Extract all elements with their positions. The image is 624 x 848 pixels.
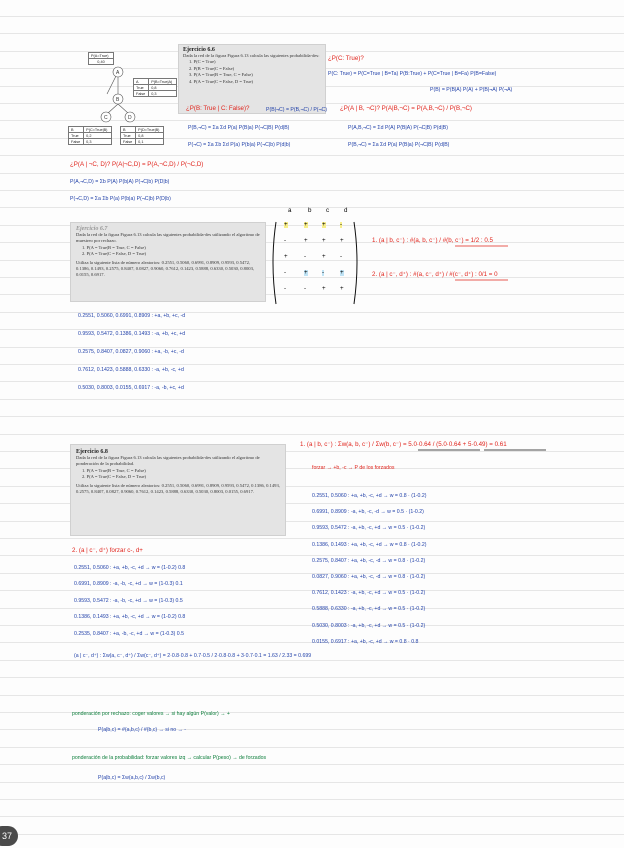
note-formula: P(a|b,c) = #(a,b,c) / #(b,c) → si no → -: [98, 727, 186, 733]
exercise-numbers: Utiliza la siguiente lista de número aleatorios: 0.2551, 0.5060, 0.6991, 0.8909, 0.9593, 0.5472, 0.1386, 0.1493, 0.2575, 0.8407, 0.0827, 0.9060, 0.7612, 0.1423, 0.5888, 0.6330, 0.5030, 0.8003, 0.0155, 0.6917.: [76, 259, 255, 278]
cpt-header: P(D=True|B): [136, 127, 164, 133]
cpt-cell: False: [134, 91, 149, 97]
sample-line: 0.2575, 0.8407, 0.0827, 0.9060 : +a, -b, +c, -d: [78, 349, 184, 355]
cpt-header: A: [134, 79, 149, 85]
cpt-header: P(A=True): [89, 53, 114, 59]
matrix-cell: -: [284, 285, 287, 292]
sample-line: 0.7612, 0.1423, 0.5888, 0.6330 : -a, +b, -c, +d: [78, 367, 184, 373]
exercise-intro: Dada la red de la figura Figura 6.13 calcula las siguientes probabilida-des utilizando el algoritmo de ponderación de la probabilidad.: [76, 455, 260, 467]
weighted-sample-line: 0.9593, 0.5472 : -a, +b, -c, +d → w = 0.5 · (1-0.2): [312, 525, 426, 532]
cpt-table-d: [120, 126, 164, 145]
cpt-header: P(C=True|B): [84, 127, 112, 133]
weighted-sample-line: 0.0155, 0.6917 : +a, +b, -c, +d → w = 0.8 · 0.8: [312, 638, 419, 645]
cpt-table-c: [68, 126, 112, 145]
note-line: P(B) = P(B|A) P(A) + P(B|¬A) P(¬A): [430, 87, 513, 93]
matrix-cell: -: [284, 269, 287, 276]
exercise-numbers: Utiliza la siguiente lista de número aleatorios: 0.2551, 0.5060, 0.6991, 0.8909, 0.9593, 0.5472, 0.1386, 0.1493, 0.2575, 0.8407, 0.0827, 0.9060, 0.7612, 0.1423, 0.5888, 0.6330, 0.5030, 0.8003, 0.0155, 0.6917.: [76, 482, 280, 495]
matrix-header: a: [288, 207, 292, 214]
matrix-cell: +: [284, 221, 288, 228]
page-number: 37: [1, 831, 12, 841]
matrix-cell: -: [340, 253, 343, 260]
matrix-cell: -: [304, 285, 307, 292]
note-line: P(A,B,¬C) = Σd P(A) P(B|A) P(¬C|B) P(d|B): [348, 125, 448, 131]
weighted-sample-line: 0.6991, 0.8909 : -a, -b, -c, +d → w = (1-0.3) 0.1: [74, 581, 183, 588]
exercise-item: 1. P(A = True|B = True, C = False): [82, 244, 146, 250]
weighted-sample-line: 0.2551, 0.5060 : +a, +b, -c, +d → w = 0.8 · (1-0.2): [312, 493, 427, 499]
note-ponderacion-rechazo: ponderación por rechazo: coger valores → si hay algún P(valor) → +: [72, 711, 230, 717]
matrix-cell: +: [340, 269, 344, 276]
note-line: P(B,¬C) = Σa Σd P(a) P(B|a) P(¬C|B) P(d|B): [188, 125, 290, 131]
note-result: 1. (a | b, c⁻) : #(a, b, c⁻) / #(b, c⁻) = 1/2 : 0.5: [372, 237, 493, 244]
weighted-sample-line: 0.1386, 0.1493 : +a, +b, -c, +d → w = (1-0.2) 0.8: [74, 614, 186, 621]
cpt-cell: 0,2: [84, 133, 112, 139]
weighted-sample-line: 0.1386, 0.1493 : +a, +b, -c, +d → w = 0.8 · (1-0.2): [312, 541, 427, 548]
exercise-intro: Dada la red de la figura Figura 6.13 calcula las siguientes probabilida-des utilizando el algoritmo de muestreo por rechazo.: [76, 232, 260, 244]
weighted-sample-line: 0.2575, 0.8407 : +a, +b, -c, -d → w = 0.8 · (1-0.2): [312, 557, 426, 564]
weighted-sample-line: 0.2551, 0.5060 : +a, +b, -c, +d → w = (1-0.2) 0.8: [74, 565, 186, 571]
note-line: P(C: True) = P(C=True | B=Ta) P(B:True) + P(C=True | B=Fa) P(B=False): [328, 71, 497, 77]
matrix-cell: -: [340, 221, 343, 228]
cpt-header: P(B=True|A): [149, 79, 177, 85]
note-line: P(¬C,D) = Σa Σb P(a) P(b|a) P(¬C|b) P(D|b): [70, 196, 171, 202]
exercise-item: 1. P(C = True): [189, 59, 216, 65]
note-line: P(A,¬C,D) = Σb P(A) P(b|A) P(¬C|b) P(D|b): [70, 179, 170, 185]
weighted-sample-line: 0.0827, 0.9060 : +a, +b, -c, -d → w = 0.8 · (1-0.2): [312, 574, 426, 580]
matrix-cell: +: [322, 253, 326, 260]
note-line: P(B|¬C) = P(B,¬C) / P(¬C): [266, 107, 328, 113]
note-result-2: (a | c⁻, d⁺) : Σw(a, c⁻, d⁺) / Σw(c⁻, d⁺) = 2·0.8·0.8 + 0.7·0.5 / 2·0.8·0.8 + 3·0.7·0.1 = 1.63 / 2.33 = 0.699: [74, 653, 312, 659]
cpt-value: 0,40: [89, 59, 114, 65]
cpt-table-a: [88, 52, 114, 65]
cpt-cell: 0,8: [149, 85, 177, 91]
weighted-sample-line: 0.9593, 0.5472 : -a, -b, -c, +d → w = (1-0.3) 0.5: [74, 597, 183, 604]
matrix-cell: +: [322, 237, 326, 244]
note-q1: ¿P(C: True)?: [328, 55, 364, 62]
matrix-cell: +: [340, 285, 344, 292]
note-forzar: forzar → +b, -c → P de los forzados: [312, 465, 395, 471]
note-q2: ¿P(B: True | C: False)?: [186, 105, 250, 112]
cpt-cell: 0,3: [84, 139, 112, 145]
matrix-cell: -: [284, 237, 287, 244]
matrix-header: b: [308, 207, 312, 214]
cpt-header: B: [121, 127, 136, 133]
exercise-title: Ejercicio 6.7: [76, 226, 108, 232]
matrix-cell: -: [322, 269, 325, 276]
sample-line: 0.2551, 0.5060, 0.6991, 0.8909 : +a, +b, +c, -d: [78, 313, 186, 319]
sample-line: 0.5030, 0.8003, 0.0155, 0.6917 : -a, -b, +c, +d: [78, 385, 184, 391]
matrix-cell: +: [304, 237, 308, 244]
note-ponderacion-prob: ponderación de la probabilidad: forzar valores izq → calcular P(peso) → de forzados: [72, 755, 267, 761]
note-line: P(¬C) = Σa Σb Σd P(a) P(b|a) P(¬C|b) P(d|b): [188, 142, 291, 148]
exercise-title: Ejercicio 6.8: [76, 449, 108, 455]
note-result: 1. (a | b, c⁻) : Σw(a, b, c⁻) / Σw(b, c⁻) = 5.0·0.64 / (5.0·0.64 + 5·0.49) = 0.61: [300, 441, 507, 448]
matrix-cell: +: [284, 253, 288, 260]
weighted-sample-line: 0.7612, 0.1423 : -a, +b, -c, +d → w = 0.5 · (1-0.2): [312, 590, 426, 597]
cpt-header: B: [69, 127, 84, 133]
exercise-6-7-card: [70, 222, 266, 302]
node-label: D: [128, 115, 132, 121]
matrix-cell: +: [322, 221, 326, 228]
sample-line: 0.9593, 0.5472, 0.1386, 0.1493 : -a, +b, +c, +d: [78, 331, 186, 337]
weighted-sample-line: 0.6991, 0.8909 : -a, +b, -c, -d → w = 0.5 · (1-0.2): [312, 509, 424, 516]
cpt-cell: True: [134, 85, 149, 91]
note-q4: ¿P(A | ¬C, D)? P(A|¬C,D) = P(A,¬C,D) / P(¬C,D): [70, 161, 204, 168]
note-formula: P(a|b,c) = Σw(a,b,c) / Σw(b,c): [98, 775, 166, 781]
note-result: 2. (a | c⁻, d⁺) forzar c-, d+: [72, 547, 143, 554]
cpt-table-b: [133, 78, 177, 97]
cpt-cell: 0,8: [136, 133, 164, 139]
weighted-sample-line: 0.5030, 0.8003 : -a, +b, -c, +d → w = 0.5 · (1-0.2): [312, 622, 426, 629]
matrix-cell: +: [304, 269, 308, 276]
exercise-title: Ejercicio 6.6: [183, 47, 215, 53]
exercise-item: 2. P(A = True|C = False, D = True): [82, 474, 147, 480]
weighted-sample-line: 0.2535, 0.8407 : +a, -b, -c, +d → w = (1-0.3) 0.5: [74, 630, 185, 637]
cpt-cell: False: [69, 139, 84, 145]
cpt-cell: True: [69, 133, 84, 139]
node-label: B: [116, 97, 120, 103]
node-label: A: [116, 70, 120, 76]
exercise-intro: Dada la red de la figura Figura 6.13 calcula las siguientes probabilida-des:: [183, 53, 320, 58]
matrix-cell: +: [322, 285, 326, 292]
exercise-item: 3. P(A = True|B = True, C = False): [189, 72, 253, 78]
matrix-header: c: [326, 207, 330, 214]
exercise-item: 2. P(A = True|C = False, D = True): [82, 251, 147, 257]
exercise-6-8-card: [70, 444, 286, 536]
note-result: 2. (a | c⁻, d⁺) : #(a, c⁻, d⁺) / #(c⁻, d⁺) : 0/1 = 0: [372, 271, 498, 278]
note-line: P(B,¬C) = Σa Σd P(a) P(B|a) P(¬C|B) P(d|B): [348, 142, 450, 148]
matrix-cell: -: [304, 253, 307, 260]
node-label: C: [104, 115, 108, 121]
note-q3: ¿P(A | B, ¬C)? P(A|B,¬C) = P(A,B,¬C) / P(B,¬C): [340, 105, 472, 112]
cpt-cell: True: [121, 133, 136, 139]
cpt-cell: 0,1: [136, 139, 164, 145]
weighted-sample-line: 0.5888, 0.6330 : -a, +b, -c, +d → w = 0.5 · (1-0.2): [312, 606, 426, 613]
exercise-item: 1. P(A = True|B = True, C = False): [82, 467, 146, 473]
matrix-cell: +: [340, 237, 344, 244]
matrix-cell: +: [304, 221, 308, 228]
exercise-item: 4. P(A = True|C = False, D = True): [189, 78, 254, 84]
matrix-header: d: [344, 207, 348, 214]
exercise-item: 2. P(B = True|C = False): [189, 65, 235, 71]
cpt-cell: False: [121, 139, 136, 145]
cpt-cell: 0,3: [149, 91, 177, 97]
